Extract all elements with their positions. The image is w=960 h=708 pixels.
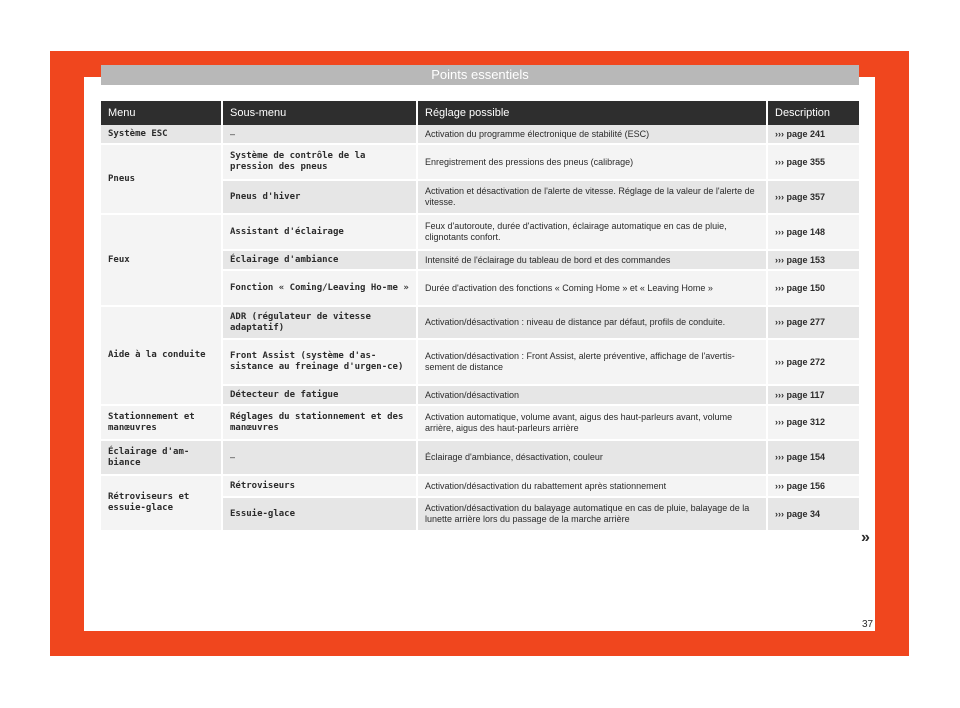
page-reference-link[interactable]: ››› page 154	[768, 441, 859, 476]
menu-cell: Système ESC	[101, 125, 223, 145]
setting-cell: Enregistrement des pressions des pneus (calibrage)	[418, 145, 768, 181]
submenu-cell: Réglages du stationnement et des manœuvres	[223, 406, 418, 441]
setting-cell: Activation automatique, volume avant, aigus des haut-parleurs avant, volume arrière, aigus des haut-parleurs arrière	[418, 406, 768, 441]
setting-cell: Activation/désactivation	[418, 386, 768, 406]
page-reference-link[interactable]: ››› page 357	[768, 181, 859, 215]
setting-cell: Activation/désactivation : niveau de distance par défaut, profils de conduite.	[418, 307, 768, 340]
page-reference-link[interactable]: ››› page 34	[768, 498, 859, 532]
submenu-cell: Front Assist (système d'as-sistance au freinage d'urgen-ce)	[223, 340, 418, 386]
submenu-cell: Pneus d'hiver	[223, 181, 418, 215]
continued-marker: »	[861, 529, 870, 546]
submenu-cell: Rétroviseurs	[223, 476, 418, 498]
page-number: 37	[862, 619, 874, 630]
table-row	[101, 307, 859, 340]
page-reference-link[interactable]: ››› page 312	[768, 406, 859, 441]
table-header-row	[101, 101, 859, 125]
submenu-cell: –	[223, 441, 418, 476]
page-reference-link[interactable]: ››› page 148	[768, 215, 859, 251]
column-header-setting: Réglage possible	[418, 101, 768, 125]
menu-cell: Éclairage d'am-biance	[101, 441, 223, 476]
page-title: Points essentiels	[101, 65, 859, 85]
setting-cell: Éclairage d'ambiance, désactivation, couleur	[418, 441, 768, 476]
menu-cell: Stationnement et manœuvres	[101, 406, 223, 441]
page-reference-link[interactable]: ››› page 153	[768, 251, 859, 271]
page-reference-link[interactable]: ››› page 277	[768, 307, 859, 340]
table-row	[101, 215, 859, 251]
menu-cell: Feux	[101, 215, 223, 307]
settings-table	[101, 101, 859, 532]
setting-cell: Intensité de l'éclairage du tableau de bord et des commandes	[418, 251, 768, 271]
page-reference-link[interactable]: ››› page 117	[768, 386, 859, 406]
menu-cell: Pneus	[101, 145, 223, 215]
page-reference-link[interactable]: ››› page 150	[768, 271, 859, 307]
table-row	[101, 441, 859, 476]
setting-cell: Activation/désactivation du balayage automatique en cas de pluie, balayage de la lunette arrière lors du passage de la marche arrière	[418, 498, 768, 532]
page-reference-link[interactable]: ››› page 241	[768, 125, 859, 145]
setting-cell: Activation/désactivation : Front Assist, alerte préventive, affichage de l'avertis-sement de distance	[418, 340, 768, 386]
table-row	[101, 406, 859, 441]
submenu-cell: ADR (régulateur de vitesse adaptatif)	[223, 307, 418, 340]
page-reference-link[interactable]: ››› page 272	[768, 340, 859, 386]
menu-cell: Aide à la conduite	[101, 307, 223, 406]
submenu-cell: Détecteur de fatigue	[223, 386, 418, 406]
column-header-submenu: Sous-menu	[223, 101, 418, 125]
setting-cell: Activation/désactivation du rabattement après stationnement	[418, 476, 768, 498]
setting-cell: Activation du programme électronique de stabilité (ESC)	[418, 125, 768, 145]
table-row	[101, 125, 859, 145]
submenu-cell: Assistant d'éclairage	[223, 215, 418, 251]
setting-cell: Durée d'activation des fonctions « Coming Home » et « Leaving Home »	[418, 271, 768, 307]
submenu-cell: Essuie-glace	[223, 498, 418, 532]
column-header-menu: Menu	[101, 101, 223, 125]
column-header-description: Description	[768, 101, 859, 125]
menu-cell: Rétroviseurs et essuie-glace	[101, 476, 223, 532]
table-row	[101, 145, 859, 181]
page-reference-link[interactable]: ››› page 355	[768, 145, 859, 181]
submenu-cell: Système de contrôle de la pression des pneus	[223, 145, 418, 181]
setting-cell: Activation et désactivation de l'alerte de vitesse. Réglage de la valeur de l'alerte de vitesse.	[418, 181, 768, 215]
submenu-cell: Fonction « Coming/Leaving Ho-me »	[223, 271, 418, 307]
submenu-cell: –	[223, 125, 418, 145]
page-reference-link[interactable]: ››› page 156	[768, 476, 859, 498]
submenu-cell: Éclairage d'ambiance	[223, 251, 418, 271]
setting-cell: Feux d'autoroute, durée d'activation, éclairage automatique en cas de pluie, clignotants confort.	[418, 215, 768, 251]
table-row	[101, 476, 859, 498]
